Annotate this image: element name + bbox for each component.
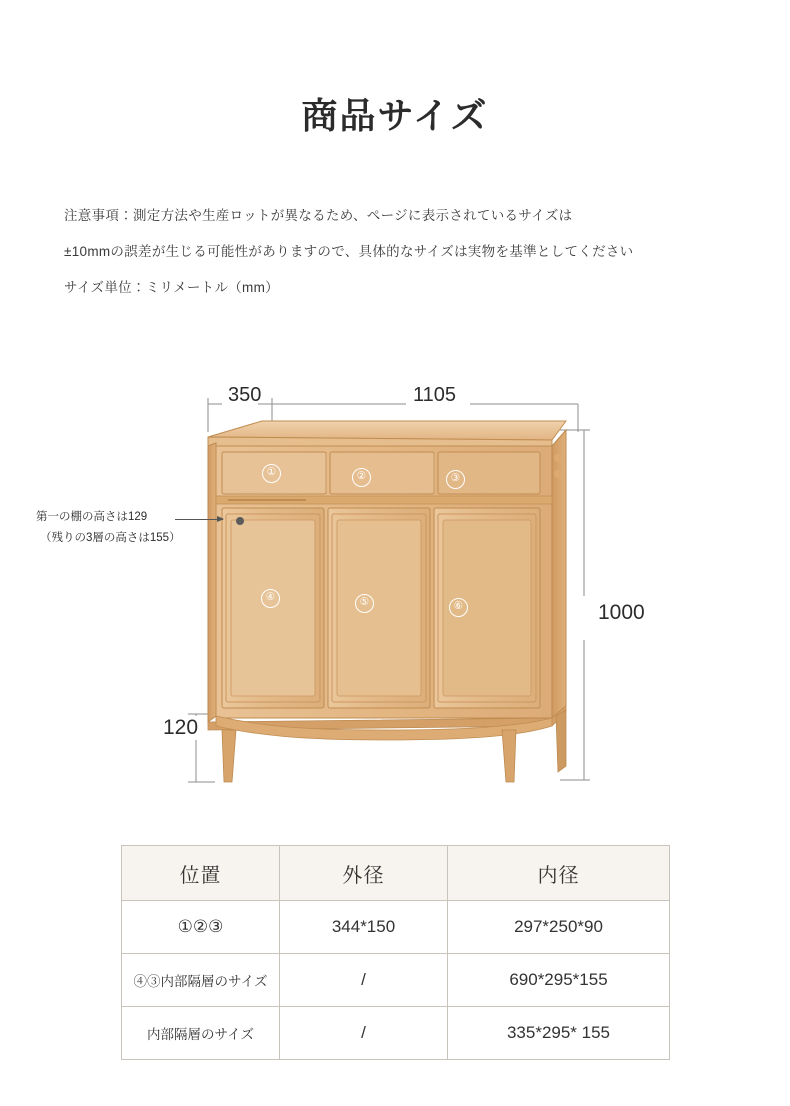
dimension-depth-label: 350 <box>228 384 262 406</box>
cell-outer: / <box>280 1007 448 1060</box>
table-row <box>122 901 670 954</box>
page-title: 商品サイズ <box>301 95 489 136</box>
marker-3: ③ <box>446 470 465 489</box>
cell-inner: 335*295* 155 <box>448 1007 670 1060</box>
specification-table-container <box>121 845 669 1060</box>
marker-6: ⑥ <box>449 598 468 617</box>
dimension-width-label: 1105 <box>413 384 457 406</box>
table-row <box>122 954 670 1007</box>
table-row <box>122 1007 670 1060</box>
marker-4: ④ <box>261 589 280 608</box>
cell-position: ①②③ <box>122 901 280 954</box>
marker-2: ② <box>352 468 371 487</box>
cell-position: ④③内部隔層のサイズ <box>122 954 280 1007</box>
notice-line-2: ±10mmの誤差が生じる可能性がありますので、具体的なサイズは実物を基準としてください <box>64 244 634 260</box>
shelf-height-note-line-1: 第一の棚の高さは129 <box>36 511 148 523</box>
cell-outer: / <box>280 954 448 1007</box>
shelf-height-note-line-2: （残りの3層の高さは155） <box>40 532 181 544</box>
dimension-height-label: 1000 <box>598 601 645 624</box>
cell-position: 内部隔層のサイズ <box>122 1007 280 1060</box>
column-header-outer: 外径 <box>280 846 448 901</box>
cell-inner: 297*250*90 <box>448 901 670 954</box>
notice-line-3: サイズ単位：ミリメートル（mm） <box>64 280 279 296</box>
table-header-row <box>122 846 670 901</box>
column-header-position: 位置 <box>122 846 280 901</box>
marker-5: ⑤ <box>355 594 374 613</box>
cell-inner: 690*295*155 <box>448 954 670 1007</box>
dimension-leg-height-label: 120 <box>163 716 199 739</box>
notice-line-1: 注意事項：測定方法や生産ロットが異なるため、ページに表示されているサイズは <box>64 208 573 223</box>
specification-table <box>121 845 670 1060</box>
cell-outer: 344*150 <box>280 901 448 954</box>
marker-1: ① <box>262 464 281 483</box>
annotation-leader-line <box>175 519 223 520</box>
column-header-inner: 内径 <box>448 846 670 901</box>
